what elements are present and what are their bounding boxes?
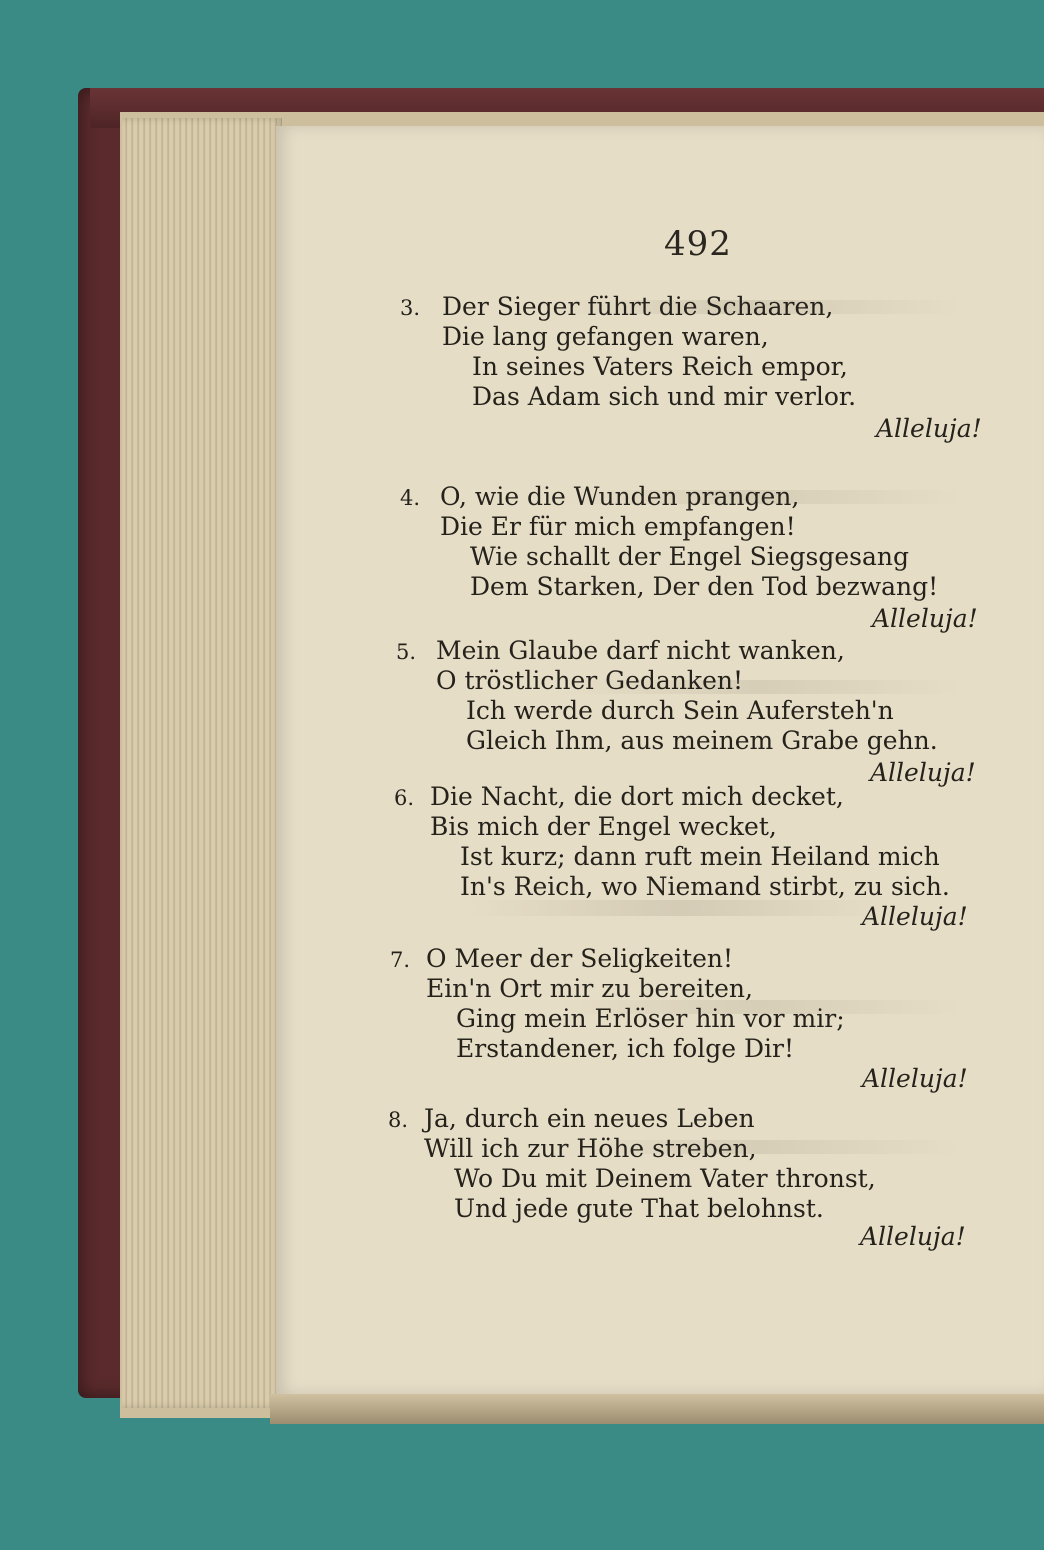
stanza-number: 7.: [390, 948, 411, 972]
verse-line: O tröstlicher Gedanken!: [436, 666, 744, 695]
page-number: 492: [664, 224, 732, 264]
verse-line: Ja, durch ein neues Leben: [424, 1104, 755, 1133]
page-edges: [122, 118, 282, 1408]
verse-line: O Meer der Seligkeiten!: [426, 944, 734, 973]
verse-line: O, wie die Wunden prangen,: [440, 482, 800, 511]
verse-line: Wie schallt der Engel Siegsgesang: [470, 542, 909, 571]
verse-line: Wo Du mit Deinem Vater thronst,: [454, 1164, 876, 1193]
verse-line: Dem Starken, Der den Tod bezwang!: [470, 572, 939, 601]
refrain: Alleluja!: [876, 414, 982, 443]
stanza-number: 5.: [396, 640, 417, 664]
stanza-number: 4.: [400, 486, 421, 510]
refrain: Alleluja!: [860, 1222, 966, 1251]
verse-line: Erstandener, ich folge Dir!: [456, 1034, 795, 1063]
verse-line: Ist kurz; dann ruft mein Heiland mich: [460, 842, 940, 871]
refrain: Alleluja!: [870, 758, 976, 787]
verse-line: Die Er für mich empfangen!: [440, 512, 796, 541]
verse-line: Das Adam sich und mir verlor.: [472, 382, 857, 411]
page-bottom-edge: [270, 1394, 1044, 1424]
verse-line: Mein Glaube darf nicht wanken,: [436, 636, 845, 665]
refrain: Alleluja!: [862, 1064, 968, 1093]
verse-line: In's Reich, wo Niemand stirbt, zu sich.: [460, 872, 950, 901]
verse-line: Ging mein Erlöser hin vor mir;: [456, 1004, 845, 1033]
verse-line: Gleich Ihm, aus meinem Grabe gehn.: [466, 726, 938, 755]
verse-line: Ich werde durch Sein Aufersteh'n: [466, 696, 894, 725]
verse-line: Die lang gefangen waren,: [442, 322, 769, 351]
verse-line: Ein'n Ort mir zu bereiten,: [426, 974, 753, 1003]
stanza-number: 6.: [394, 786, 415, 810]
verse-line: Und jede gute That belohnst.: [454, 1194, 824, 1223]
verse-line: Bis mich der Engel wecket,: [430, 812, 777, 841]
verse-line: Die Nacht, die dort mich decket,: [430, 782, 844, 811]
verse-line: In seines Vaters Reich empor,: [472, 352, 848, 381]
stanza-number: 8.: [388, 1108, 409, 1132]
stanza-number: 3.: [400, 296, 421, 320]
verse-line: Will ich zur Höhe streben,: [424, 1134, 757, 1163]
refrain: Alleluja!: [872, 604, 978, 633]
verse-line: Der Sieger führt die Schaaren,: [442, 292, 834, 321]
refrain: Alleluja!: [862, 902, 968, 931]
